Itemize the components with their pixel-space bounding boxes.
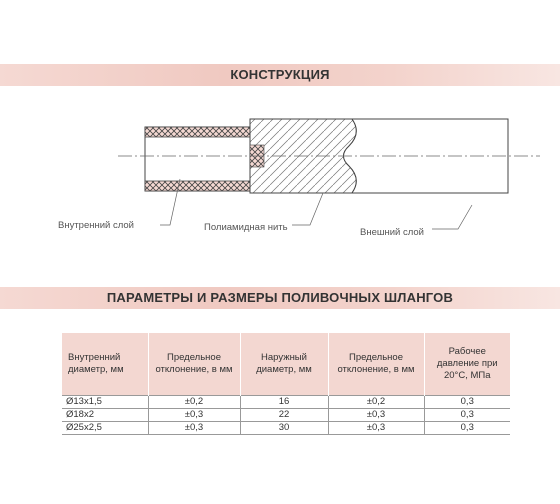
header-outer-diameter: Наружный диаметр, мм (240, 333, 328, 396)
header-inner-tolerance: Предельное отклонение, в мм (148, 333, 240, 396)
header-outer-tolerance: Предельное отклонение, в мм (328, 333, 424, 396)
cell-working-pressure: 0,3 (424, 409, 510, 422)
params-table (62, 333, 510, 435)
section-title-params: ПАРАМЕТРЫ И РАЗМЕРЫ ПОЛИВОЧНЫХ ШЛАНГОВ (106, 290, 454, 305)
cell-inner-tolerance: ±0,3 (148, 422, 240, 435)
cell-outer-diameter: 16 (240, 396, 328, 409)
table-row (62, 409, 510, 422)
table-row (62, 396, 510, 409)
cell-inner-diameter: Ø13x1,5 (62, 396, 148, 409)
cell-inner-tolerance: ±0,3 (148, 409, 240, 422)
label-polyamide-thread: Полиамидная нить (204, 222, 288, 233)
cell-inner-diameter: Ø25x2,5 (62, 422, 148, 435)
cell-outer-tolerance: ±0,2 (328, 396, 424, 409)
cell-outer-tolerance: ±0,3 (328, 409, 424, 422)
inner-layer-shape (145, 127, 255, 191)
cell-inner-tolerance: ±0,2 (148, 396, 240, 409)
table-row (62, 422, 510, 435)
cell-outer-diameter: 30 (240, 422, 328, 435)
cell-working-pressure: 0,3 (424, 422, 510, 435)
cell-outer-tolerance: ±0,3 (328, 422, 424, 435)
label-inner-layer: Внутренний слой (58, 220, 134, 231)
header-inner-diameter: Внутренний диаметр, мм (62, 333, 148, 396)
label-outer-layer: Внешний слой (360, 227, 424, 238)
cell-working-pressure: 0,3 (424, 396, 510, 409)
header-working-pressure: Рабочее давление при 20°С, МПа (424, 333, 510, 396)
cell-inner-diameter: Ø18x2 (62, 409, 148, 422)
cell-outer-diameter: 22 (240, 409, 328, 422)
section-title-construction: КОНСТРУКЦИЯ (230, 67, 330, 82)
table-header-row (62, 333, 510, 396)
